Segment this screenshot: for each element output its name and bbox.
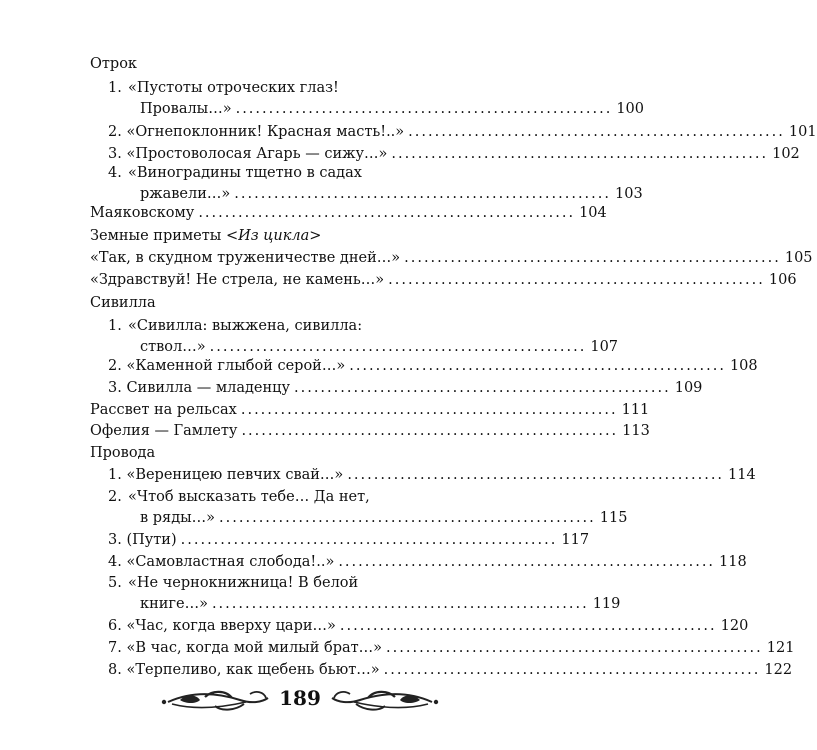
entry-title-line: книге…» bbox=[140, 596, 208, 612]
entry-page: 119 bbox=[592, 596, 621, 612]
entry-page: 111 bbox=[621, 402, 650, 418]
entry-page: 115 bbox=[599, 510, 628, 526]
toc-entry[interactable] bbox=[0, 316, 619, 360]
entry-page: 113 bbox=[622, 423, 650, 439]
entry-title-line: «Не чернокнижница! В белой bbox=[128, 575, 359, 591]
entry-title: «Здравствуй! Не стрела, не камень…» bbox=[90, 272, 385, 288]
entry-line bbox=[140, 99, 645, 121]
entry-page: 102 bbox=[772, 146, 800, 162]
entry-title-line: «Пустоты отроческих глаз! bbox=[128, 80, 339, 96]
entry-title: «Простоволосая Агарь — сижу…» bbox=[126, 146, 388, 162]
entry-title: (Пути) bbox=[126, 532, 177, 548]
section-heading: Сивилла bbox=[90, 295, 156, 311]
toc-entry[interactable] bbox=[0, 487, 628, 531]
entry-number: 2. bbox=[108, 124, 122, 140]
entry-number: 6. bbox=[108, 618, 122, 634]
entry-page: 107 bbox=[590, 339, 619, 355]
entry-number: 2. bbox=[108, 358, 122, 374]
entry-page: 118 bbox=[719, 554, 747, 570]
entry-title: «Огнепоклонник! Красная масть!..» bbox=[126, 124, 405, 140]
leader-dots: ......................................................... bbox=[347, 467, 725, 483]
entry-title: Сивилла — младенцу bbox=[126, 380, 290, 396]
entry-page: 122 bbox=[764, 662, 793, 678]
entry-number: 4. bbox=[108, 554, 122, 570]
entry-page: 114 bbox=[728, 467, 756, 483]
entry-title-line: Провалы…» bbox=[140, 101, 232, 117]
toc-entry[interactable] bbox=[0, 163, 643, 207]
section-heading: Провода bbox=[90, 445, 156, 461]
toc-entry[interactable] bbox=[108, 638, 795, 660]
entry-page: 106 bbox=[768, 272, 797, 288]
toc-entry[interactable] bbox=[0, 573, 621, 617]
entry-title: «Час, когда вверху цари…» bbox=[126, 618, 336, 634]
toc-entry[interactable] bbox=[108, 356, 758, 378]
entry-number: 7. bbox=[108, 640, 122, 656]
toc-entry[interactable] bbox=[0, 78, 645, 122]
toc-entry[interactable] bbox=[108, 465, 756, 487]
entry-page: 100 bbox=[616, 101, 645, 117]
entry-line bbox=[128, 163, 362, 185]
entry-title: Маяковскому bbox=[90, 205, 195, 221]
toc-entry[interactable] bbox=[108, 122, 817, 144]
entry-title: «Вереницею певчих свай…» bbox=[126, 467, 344, 483]
leader-dots: ......................................................... bbox=[180, 532, 558, 548]
entry-line bbox=[140, 594, 621, 616]
entry-title-line: ствол…» bbox=[140, 339, 206, 355]
entry-line bbox=[128, 487, 370, 509]
entry-number: 3. bbox=[108, 380, 122, 396]
leader-dots: ......................................................... bbox=[235, 101, 613, 117]
entry-number: 3. bbox=[108, 146, 122, 162]
toc-entry[interactable] bbox=[90, 421, 650, 443]
leader-dots: ......................................................... bbox=[339, 618, 717, 634]
leader-dots: ......................................................... bbox=[404, 250, 781, 266]
entry-line bbox=[128, 573, 358, 595]
entry-line bbox=[128, 316, 362, 338]
entry-number: 5. bbox=[108, 575, 122, 591]
toc-entry[interactable] bbox=[108, 616, 749, 638]
entry-page: 108 bbox=[729, 358, 758, 374]
leader-dots: ......................................................... bbox=[198, 205, 576, 221]
leader-dots: ......................................................... bbox=[388, 272, 765, 288]
toc-entry[interactable] bbox=[108, 378, 703, 400]
leader-dots: ......................................................... bbox=[211, 596, 589, 612]
leader-dots: ......................................................... bbox=[209, 339, 587, 355]
entry-title: Рассвет на рельсах bbox=[90, 402, 237, 418]
entry-page: 104 bbox=[579, 205, 607, 221]
page-number: 189 bbox=[279, 686, 321, 710]
leader-dots: ......................................................... bbox=[241, 423, 619, 439]
entry-title: «Каменной глыбой серой…» bbox=[126, 358, 346, 374]
entry-number: 1. bbox=[108, 467, 122, 483]
entry-title-line: «Сивилла: выжжена, сивилла: bbox=[128, 318, 363, 334]
leader-dots: ......................................................... bbox=[383, 662, 761, 678]
entry-title-line: ржавели…» bbox=[140, 186, 231, 202]
leader-dots: ......................................................... bbox=[240, 402, 618, 418]
entry-number: 1. bbox=[108, 318, 122, 334]
toc-entry[interactable] bbox=[108, 660, 793, 682]
section-heading-suffix: <Из цикла> bbox=[225, 228, 322, 244]
entry-title-line: «Чтоб высказать тебе… Да нет, bbox=[128, 489, 370, 505]
leader-dots: ......................................................... bbox=[386, 640, 763, 656]
entry-page: 109 bbox=[674, 380, 703, 396]
leader-dots: ......................................................... bbox=[349, 358, 726, 374]
entry-title: «Самовластная слобода!..» bbox=[126, 554, 335, 570]
page-footer bbox=[0, 680, 600, 720]
entry-page: 103 bbox=[615, 186, 643, 202]
leader-dots: ......................................................... bbox=[294, 380, 671, 396]
entry-number: 4. bbox=[108, 165, 122, 181]
toc-entry[interactable] bbox=[90, 400, 650, 422]
toc-entry[interactable] bbox=[90, 270, 797, 292]
entry-number: 8. bbox=[108, 662, 122, 678]
leader-dots: ......................................................... bbox=[219, 510, 596, 526]
leader-dots: ......................................................... bbox=[234, 186, 611, 202]
entry-number: 1. bbox=[108, 80, 122, 96]
toc-entry[interactable] bbox=[90, 248, 813, 270]
entry-title: «Терпеливо, как щебень бьют…» bbox=[126, 662, 380, 678]
leader-dots: ......................................................... bbox=[391, 146, 769, 162]
leader-dots: ......................................................... bbox=[408, 124, 785, 140]
toc-entry[interactable] bbox=[108, 530, 590, 552]
entry-number: 3. bbox=[108, 532, 122, 548]
entry-line bbox=[140, 508, 628, 530]
entry-title: «В час, когда мой милый брат…» bbox=[126, 640, 383, 656]
entry-title-line: в ряды…» bbox=[140, 510, 216, 526]
entry-line bbox=[128, 78, 339, 100]
entry-title: Офелия — Гамлету bbox=[90, 423, 238, 439]
entry-title: «Так, в скудном труженичестве дней…» bbox=[90, 250, 401, 266]
entry-number: 2. bbox=[108, 489, 122, 505]
section-heading: Земные приметы <Из цикла> bbox=[90, 228, 322, 244]
entry-title-line: «Виноградины тщетно в садах bbox=[128, 165, 362, 181]
toc-entry[interactable] bbox=[108, 552, 747, 574]
entry-page: 120 bbox=[720, 618, 749, 634]
entry-page: 121 bbox=[766, 640, 795, 656]
entry-page: 105 bbox=[784, 250, 813, 266]
entry-page: 117 bbox=[561, 532, 590, 548]
toc-entry[interactable] bbox=[90, 203, 607, 225]
section-heading: Отрок bbox=[90, 56, 137, 72]
entry-page: 101 bbox=[788, 124, 817, 140]
leader-dots: ......................................................... bbox=[338, 554, 716, 570]
